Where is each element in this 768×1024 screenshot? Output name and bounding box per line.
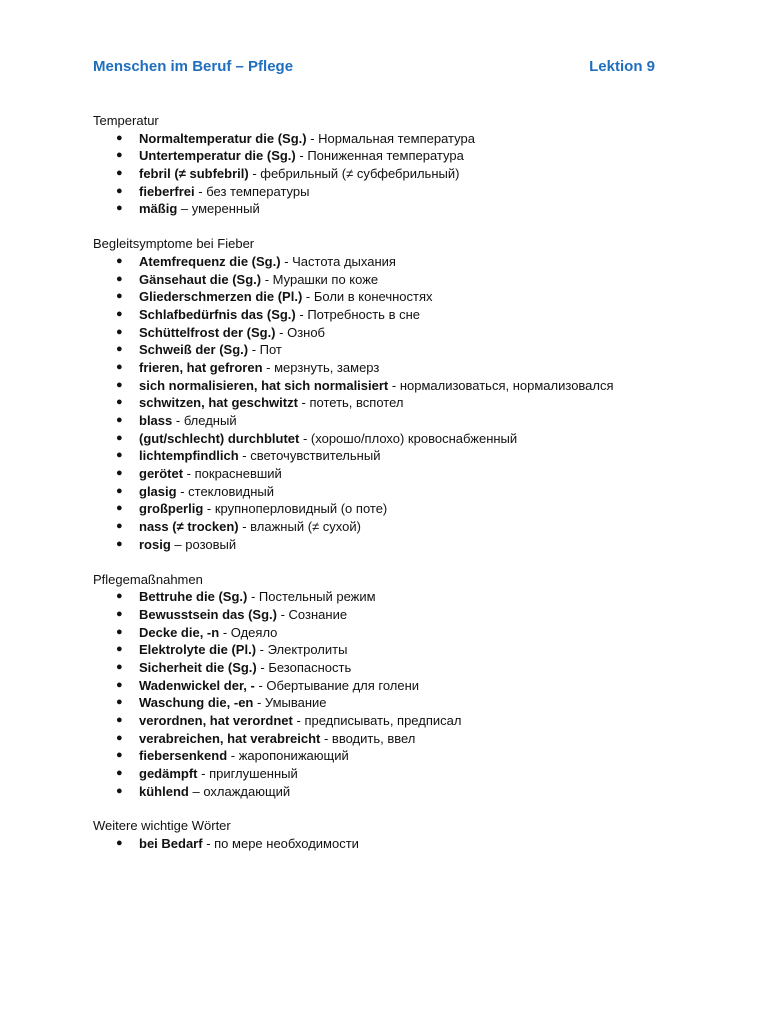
russian-translation: крупноперловидный (о поте)	[214, 501, 388, 517]
russian-translation: бледный	[183, 413, 237, 428]
bullet-icon: ●	[116, 537, 123, 550]
russian-translation: нормализоваться, нормализовался	[399, 377, 614, 393]
vocab-item	[93, 606, 713, 624]
german-term: mäßig	[139, 201, 178, 217]
separator: -	[248, 166, 261, 182]
vocab-item	[93, 324, 713, 342]
german-term: verordnen, hat verordnet	[139, 713, 293, 728]
german-term: Schüttelfrost der (Sg.)	[139, 324, 276, 340]
separator: -	[302, 289, 314, 305]
vocab-list	[93, 588, 713, 800]
german-term: (gut/schlecht) durchblutet	[139, 430, 300, 446]
vocab-item	[93, 377, 713, 395]
russian-translation: охлаждающий	[203, 783, 291, 799]
russian-translation: Постельный режим	[258, 589, 376, 605]
separator: -	[275, 324, 288, 340]
vocabulary-content	[93, 112, 713, 870]
bullet-icon: ●	[116, 149, 123, 162]
bullet-icon: ●	[116, 414, 123, 426]
section-title: Weitere wichtige Wörter	[93, 818, 231, 834]
bullet-icon: ●	[116, 696, 123, 709]
bullet-icon: ●	[116, 325, 123, 338]
separator: -	[202, 836, 215, 852]
russian-translation: Пот	[259, 342, 282, 358]
separator: -	[295, 148, 308, 164]
page-header	[93, 57, 655, 77]
separator: -	[299, 430, 311, 446]
vocab-section	[93, 571, 713, 801]
russian-translation: Боли в конечностях	[313, 289, 433, 305]
vocab-section	[93, 235, 713, 553]
separator: -	[292, 713, 305, 728]
separator: -	[227, 748, 239, 764]
vocab-item	[93, 730, 713, 748]
german-term: Wadenwickel der, -	[139, 677, 255, 693]
german-term: lichtempfindlich	[139, 448, 239, 464]
vocab-item	[93, 465, 713, 483]
russian-translation: приглушенный	[209, 766, 298, 782]
vocab-section	[93, 817, 713, 852]
vocab-list	[93, 835, 713, 853]
vocab-item	[93, 147, 713, 165]
bullet-icon: ●	[116, 660, 123, 673]
german-term: Waschung die, -en	[139, 695, 254, 711]
separator: -	[247, 589, 259, 605]
bullet-icon: ●	[116, 607, 123, 620]
bullet-icon: ●	[116, 520, 123, 533]
separator: -	[203, 501, 215, 517]
vocab-item	[93, 200, 713, 218]
russian-translation: Умывание	[264, 695, 327, 711]
russian-translation: Сознание	[288, 606, 348, 622]
separator: –	[170, 536, 186, 552]
german-term: Bewusstsein das (Sg.)	[139, 606, 277, 622]
german-term: Normaltemperatur die (Sg.)	[139, 130, 307, 146]
vocab-list	[93, 253, 713, 554]
bullet-icon: ●	[116, 749, 123, 762]
russian-translation: (хорошо/плохо) кровоснабженный	[310, 430, 518, 446]
separator: –	[177, 201, 192, 217]
separator: -	[219, 624, 231, 640]
separator: -	[238, 448, 251, 464]
german-term: fiebersenkend	[139, 748, 228, 764]
separator: -	[388, 377, 400, 393]
bullet-icon: ●	[116, 184, 123, 197]
russian-translation: Нормальная температура	[318, 130, 475, 146]
russian-translation: стекловидный	[188, 483, 275, 499]
german-term: blass	[139, 413, 173, 428]
russian-translation: светочувствительный	[250, 448, 381, 464]
separator: -	[238, 519, 251, 535]
separator: -	[306, 130, 319, 146]
russian-translation: Мурашки по коже	[272, 271, 379, 287]
separator: -	[320, 730, 332, 746]
russian-translation: предписывать, предписал	[304, 713, 462, 728]
bullet-icon: ●	[116, 290, 123, 303]
vocab-item	[93, 430, 713, 448]
russian-translation: Частота дыхания	[292, 253, 396, 269]
bullet-icon: ●	[116, 360, 123, 373]
russian-translation: покрасневший	[194, 466, 282, 482]
bullet-icon: ●	[116, 307, 123, 320]
russian-translation: потеть, вспотел	[309, 395, 404, 411]
separator: -	[176, 483, 189, 499]
german-term: bei Bedarf	[139, 836, 203, 852]
separator: -	[194, 183, 207, 199]
vocab-item	[93, 783, 713, 801]
vocab-item	[93, 306, 713, 324]
russian-translation: Обертывание для голени	[266, 677, 420, 693]
german-term: Decke die, -n	[139, 624, 220, 640]
vocab-item	[93, 341, 713, 359]
vocab-item	[93, 394, 713, 412]
german-term: sich normalisieren, hat sich normalisiert	[139, 377, 389, 393]
german-term: Gänsehaut die (Sg.)	[139, 271, 262, 287]
section-title: Temperatur	[93, 113, 159, 128]
separator: -	[253, 695, 265, 711]
bullet-icon: ●	[116, 378, 123, 391]
russian-translation: мерзнуть, замерз	[274, 359, 380, 375]
german-term: Sicherheit die (Sg.)	[139, 659, 257, 675]
russian-translation: Одеяло	[230, 624, 278, 640]
vocab-section	[93, 112, 713, 218]
vocab-item	[93, 641, 713, 659]
russian-translation: умеренный	[191, 201, 260, 217]
bullet-icon: ●	[116, 714, 123, 726]
separator: -	[262, 359, 275, 375]
german-term: glasig	[139, 483, 177, 499]
separator: -	[248, 342, 260, 358]
separator: -	[197, 766, 210, 782]
bullet-icon: ●	[116, 837, 123, 850]
vocab-item	[93, 624, 713, 642]
german-term: Elektrolyte die (Pl.)	[139, 642, 257, 658]
german-term: Atemfrequenz die (Sg.)	[139, 253, 281, 269]
separator: -	[256, 659, 269, 675]
bullet-icon: ●	[116, 431, 123, 444]
german-term: Schweiß der (Sg.)	[139, 342, 249, 358]
german-term: febril (≠ subfebril)	[139, 166, 249, 182]
bullet-icon: ●	[116, 396, 123, 409]
separator: -	[172, 413, 184, 428]
russian-translation: Пониженная температура	[307, 148, 464, 164]
vocab-item	[93, 835, 713, 853]
vocab-item	[93, 483, 713, 501]
separator: –	[188, 783, 204, 799]
separator: -	[297, 395, 310, 411]
russian-translation: Озноб	[287, 324, 326, 340]
vocab-item	[93, 588, 713, 606]
vocab-item	[93, 536, 713, 554]
vocab-item	[93, 659, 713, 677]
russian-translation: фебрильный (≠ субфебрильный)	[260, 166, 460, 182]
bullet-icon: ●	[116, 731, 123, 744]
vocab-item	[93, 747, 713, 765]
vocab-item	[93, 253, 713, 271]
bullet-icon: ●	[116, 784, 123, 797]
vocab-item	[93, 500, 713, 518]
bullet-icon: ●	[116, 590, 123, 603]
separator: -	[280, 253, 293, 269]
german-term: Untertemperatur die (Sg.)	[139, 148, 296, 164]
russian-translation: Электролиты	[267, 642, 348, 658]
russian-translation: вводить, ввел	[331, 730, 416, 746]
vocab-item	[93, 694, 713, 712]
german-term: schwitzen, hat geschwitzt	[139, 395, 298, 411]
bullet-icon: ●	[116, 202, 123, 215]
vocab-item	[93, 183, 713, 201]
bullet-icon: ●	[116, 272, 123, 285]
separator: -	[295, 306, 308, 322]
bullet-icon: ●	[116, 449, 123, 462]
russian-translation: без температуры	[206, 183, 310, 199]
bullet-icon: ●	[116, 131, 123, 144]
russian-translation: влажный (≠ сухой)	[250, 519, 361, 535]
german-term: nass (≠ trocken)	[139, 519, 239, 535]
german-term: kühlend	[139, 783, 189, 799]
german-term: fieberfrei	[139, 183, 195, 199]
vocab-item	[93, 518, 713, 536]
bullet-icon: ●	[116, 343, 123, 356]
vocab-item	[93, 447, 713, 465]
separator: -	[183, 466, 195, 482]
bullet-icon: ●	[116, 625, 123, 638]
bullet-icon: ●	[116, 643, 123, 656]
vocab-item	[93, 288, 713, 306]
russian-translation: по мере необходимости	[214, 836, 359, 852]
lesson-label: Lektion 9	[589, 58, 655, 75]
section-title: Pflegemaßnahmen	[93, 571, 203, 587]
separator: -	[276, 606, 289, 622]
german-term: großperlig	[139, 501, 204, 517]
german-term: gerötet	[139, 466, 184, 482]
bullet-icon: ●	[116, 467, 123, 480]
separator: -	[261, 271, 273, 287]
german-term: Schlafbedürfnis das (Sg.)	[139, 306, 296, 322]
german-term: Bettruhe die (Sg.)	[139, 589, 248, 605]
section-title: Begleitsymptome bei Fieber	[93, 236, 255, 252]
vocab-item	[93, 712, 713, 730]
vocab-item	[93, 765, 713, 783]
bullet-icon: ●	[116, 484, 123, 497]
document-title: Menschen im Beruf – Pflege	[93, 58, 294, 75]
separator: -	[256, 642, 268, 658]
russian-translation: Безопасность	[268, 659, 352, 675]
vocab-item	[93, 359, 713, 377]
russian-translation: розовый	[185, 536, 237, 552]
bullet-icon: ●	[116, 767, 123, 780]
separator: -	[254, 677, 267, 693]
bullet-icon: ●	[116, 502, 123, 515]
vocab-item	[93, 412, 713, 430]
vocab-item	[93, 271, 713, 289]
vocab-list	[93, 130, 713, 218]
german-term: Gliederschmerzen die (Pl.)	[139, 289, 303, 305]
vocab-item	[93, 677, 713, 695]
german-term: gedämpft	[139, 766, 198, 782]
german-term: rosig	[139, 536, 171, 552]
russian-translation: Потребность в сне	[307, 306, 420, 322]
bullet-icon: ●	[116, 254, 123, 267]
vocab-item	[93, 165, 713, 183]
russian-translation: жаропонижающий	[238, 748, 349, 764]
bullet-icon: ●	[116, 678, 123, 691]
vocab-item	[93, 130, 713, 148]
german-term: frieren, hat gefroren	[139, 359, 263, 375]
bullet-icon: ●	[116, 167, 123, 180]
german-term: verabreichen, hat verabreicht	[139, 730, 321, 746]
